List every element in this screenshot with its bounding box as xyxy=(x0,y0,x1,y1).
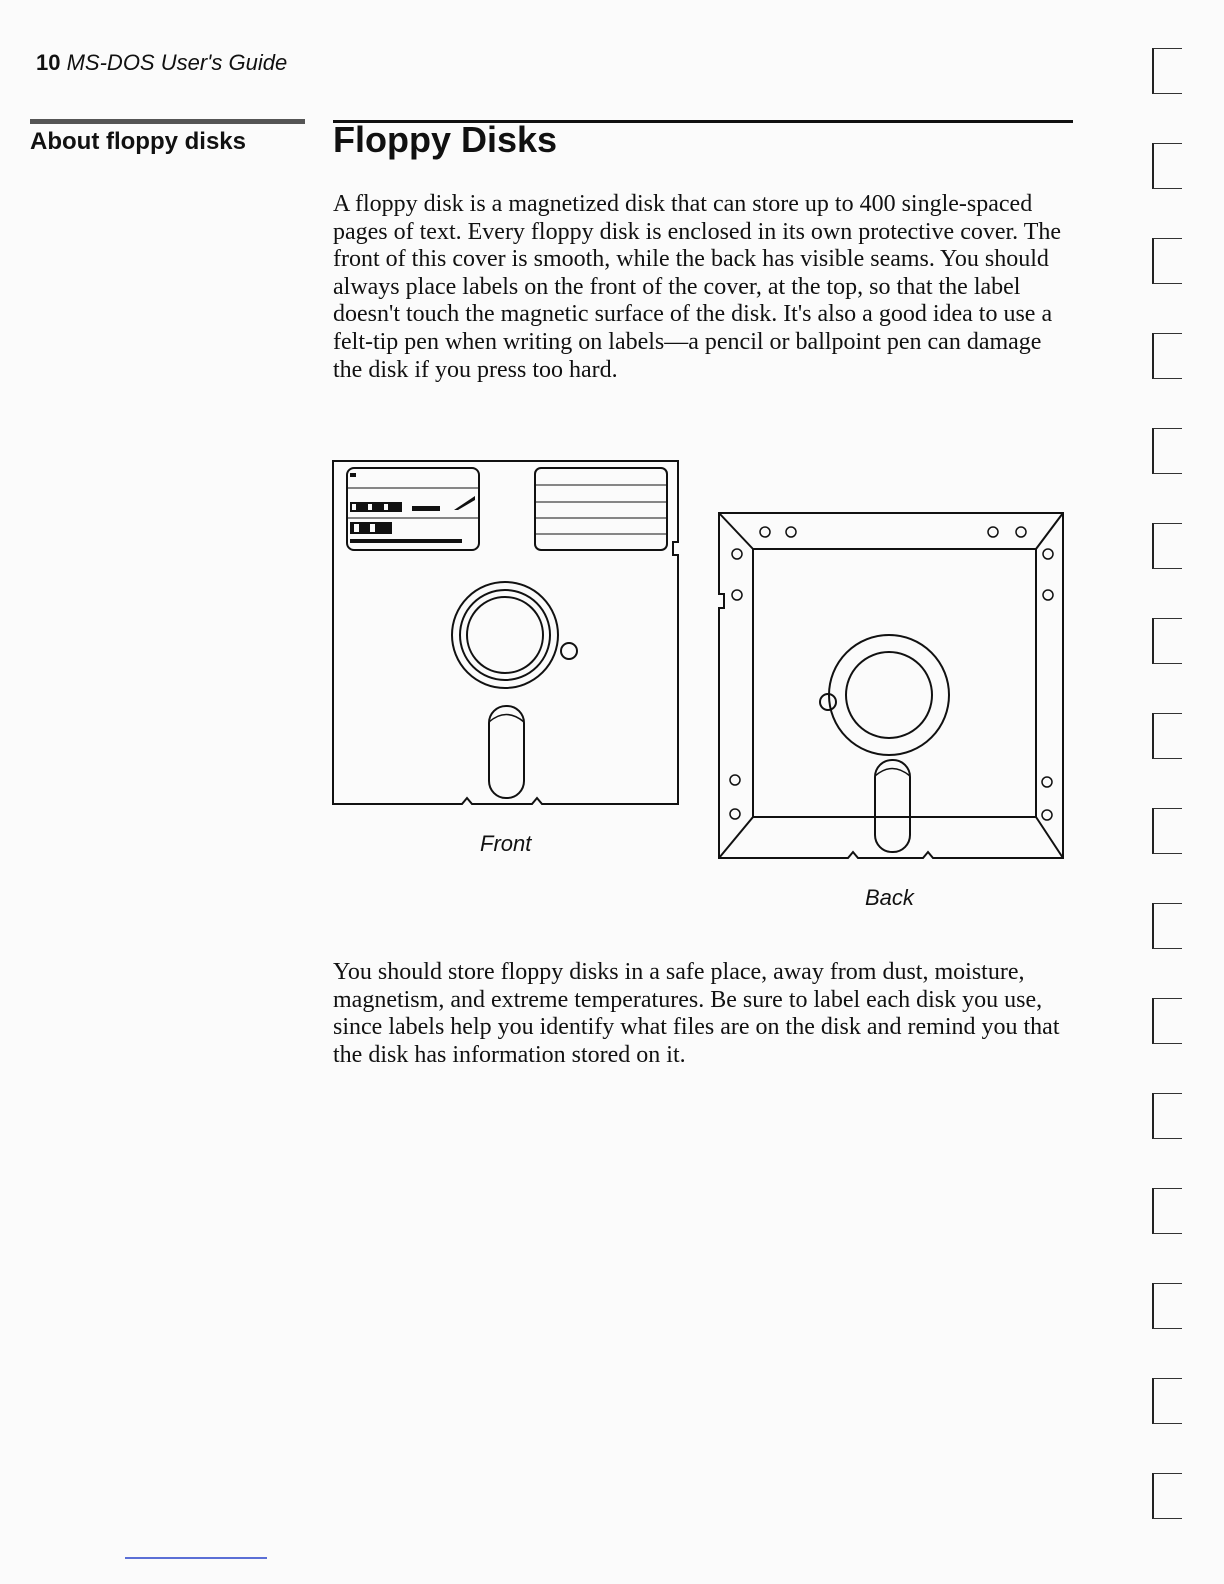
back-rivet xyxy=(1042,810,1052,820)
index-tab xyxy=(1152,903,1182,949)
back-rivet xyxy=(786,527,796,537)
back-hub-hole xyxy=(846,652,932,738)
back-rivet xyxy=(988,527,998,537)
back-inner-panel xyxy=(719,549,1063,858)
index-tab xyxy=(1152,1093,1182,1139)
front-hub-ring-inner xyxy=(460,590,550,680)
page-number: 10 xyxy=(36,50,61,75)
front-outline xyxy=(333,461,678,804)
back-rivet xyxy=(730,775,740,785)
front-caption: Front xyxy=(480,831,532,856)
page-header xyxy=(36,50,287,76)
back-rivet xyxy=(1016,527,1026,537)
index-tab xyxy=(1152,1378,1182,1424)
front-hub-hole xyxy=(467,597,543,673)
back-caption: Back xyxy=(865,885,914,910)
back-rivet xyxy=(1043,590,1053,600)
back-rivet xyxy=(1043,549,1053,559)
floppy-back-illustration xyxy=(718,512,1066,862)
book-title: MS-DOS User's Guide xyxy=(66,50,288,75)
index-tab xyxy=(1152,998,1182,1044)
intro-paragraph: A floppy disk is a magnetized disk that can store up to 400 single-spaced pages of text. Every floppy disk is enclosed in its own protective cover. The front of this cover is smooth, while the back has visible seams. You should always place labels on the front of the cover, at the top, so that the label doesn't touch the magnetic surface of the disk. It's also a good idea to use a felt-tip pen when writing on labels—a pencil or ballpoint pen can damage the disk if you press too hard. xyxy=(333,191,1062,383)
back-rivet xyxy=(732,590,742,600)
back-rivet xyxy=(1042,777,1052,787)
index-tab xyxy=(1152,428,1182,474)
section-title: Floppy Disks xyxy=(333,119,558,160)
index-tab xyxy=(1152,1473,1182,1519)
back-rivet xyxy=(732,549,742,559)
back-read-window xyxy=(875,760,910,852)
storage-paragraph: You should store floppy disks in a safe place, away from dust, moisture, magnetism, and extreme temperatures. Be sure to label each disk you use, since labels help you identify what files are on the disk and remind you that the disk has information stored on it. xyxy=(333,959,1060,1068)
index-tab xyxy=(1152,808,1182,854)
index-tab xyxy=(1152,333,1182,379)
index-tab xyxy=(1152,523,1182,569)
back-outline xyxy=(719,513,1063,858)
front-write-protect-area xyxy=(535,468,667,550)
index-tab xyxy=(1152,1188,1182,1234)
back-rivet xyxy=(730,809,740,819)
floppy-front-illustration xyxy=(332,460,682,810)
index-tab xyxy=(1152,713,1182,759)
front-index-hole xyxy=(561,643,577,659)
sidebar-rule xyxy=(30,119,305,124)
index-tab xyxy=(1152,238,1182,284)
index-tab xyxy=(1152,143,1182,189)
back-rivet xyxy=(760,527,770,537)
front-read-window xyxy=(489,706,524,798)
footer-rule xyxy=(125,1557,267,1559)
index-tab xyxy=(1152,1283,1182,1329)
back-index-hole xyxy=(820,694,836,710)
index-tab xyxy=(1152,48,1182,94)
index-tab xyxy=(1152,618,1182,664)
sidebar-heading: About floppy disks xyxy=(30,128,246,155)
